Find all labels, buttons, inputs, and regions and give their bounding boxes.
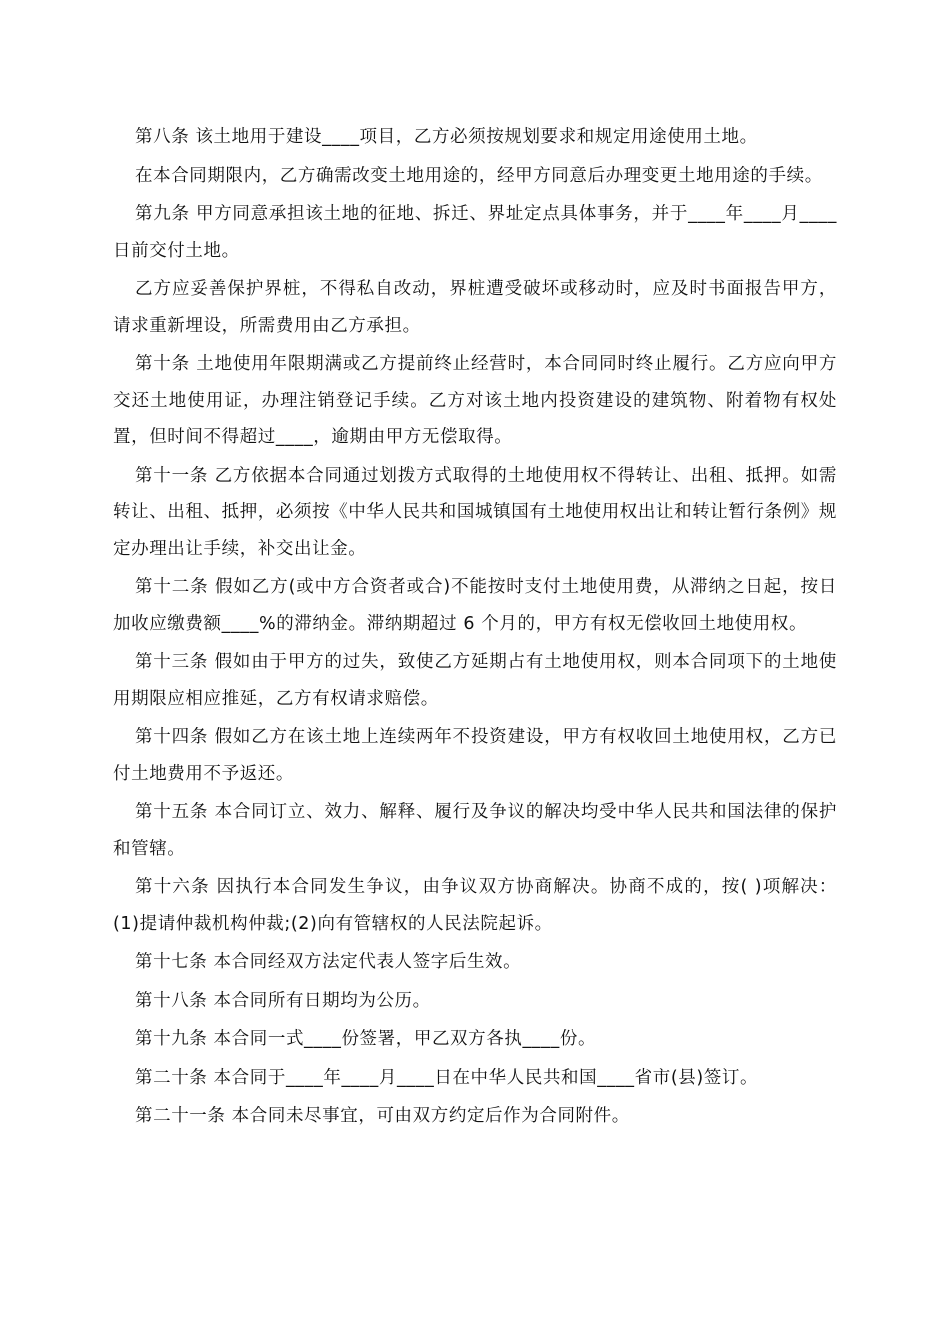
article-21: 第二十一条 本合同未尽事宜，可由双方约定后作为合同附件。 xyxy=(135,1106,630,1126)
article-16: 第十六条 因执行本合同发生争议，由争议双方协商解决。协商不成的，按( )项解决：(1)提请仲裁机构仲裁;(2)向有管辖权的人民法院起诉。 xyxy=(113,877,837,934)
article-8-paragraph-2: 在本合同期限内，乙方确需改变土地用途的，经甲方同意后办理变更土地用途的手续。 xyxy=(135,165,823,186)
article-10: 第十条 土地使用年限期满或乙方提前终止经营时，本合同同时终止履行。乙方应向甲方交还土地使用证，办理注销登记手续。乙方对该土地内投资建设的建筑物、附着物有权处置，但时间不得超过____，逾期由甲方无偿取得。 xyxy=(113,354,837,447)
article-19: 第十九条 本合同一式____份签署，甲乙双方各执____份。 xyxy=(135,1029,597,1049)
article-15: 第十五条 本合同订立、效力、解释、履行及争议的解决均受中华人民共和国法律的保护和管辖。 xyxy=(113,802,837,859)
article-11: 第十一条 乙方依据本合同通过划拨方式取得的土地使用权不得转让、出租、抵押。如需转让、出租、抵押，必须按《中华人民共和国城镇国有土地使用权出让和转让暂行条例》规定办理出让手续，补交出让金。 xyxy=(113,465,837,559)
document-body xyxy=(113,119,837,1137)
article-18: 第十八条 本合同所有日期均为公历。 xyxy=(135,990,431,1011)
article-13: 第十三条 假如由于甲方的过失，致使乙方延期占有土地使用权，则本合同项下的土地使用期限应相应推延，乙方有权请求赔偿。 xyxy=(113,652,837,709)
article-20: 第二十条 本合同于____年____月____日在中华人民共和国____省市(县)签订。 xyxy=(135,1067,759,1088)
article-9: 第九条 甲方同意承担该土地的征地、拆迁、界址定点具体事务，并于____年____月____日前交付土地。 xyxy=(113,204,837,261)
article-12: 第十二条 假如乙方(或中方合资者或合)不能按时支付土地使用费，从滞纳之日起，按日加收应缴费额____%的滞纳金。滞纳期超过 6 个月的，甲方有权无偿收回土地使用权。 xyxy=(113,577,837,634)
article-8: 第八条 该土地用于建设____项目，乙方必须按规划要求和规定用途使用土地。 xyxy=(135,127,758,147)
article-9-paragraph-2: 乙方应妥善保护界桩，不得私自改动，界桩遭受破坏或移动时，应及时书面报告甲方，请求重新埋设，所需费用由乙方承担。 xyxy=(113,279,837,336)
article-17: 第十七条 本合同经双方法定代表人签字后生效。 xyxy=(135,952,522,972)
article-14: 第十四条 假如乙方在该土地上连续两年不投资建设，甲方有权收回土地使用权，乙方已付土地费用不予返还。 xyxy=(113,727,837,784)
